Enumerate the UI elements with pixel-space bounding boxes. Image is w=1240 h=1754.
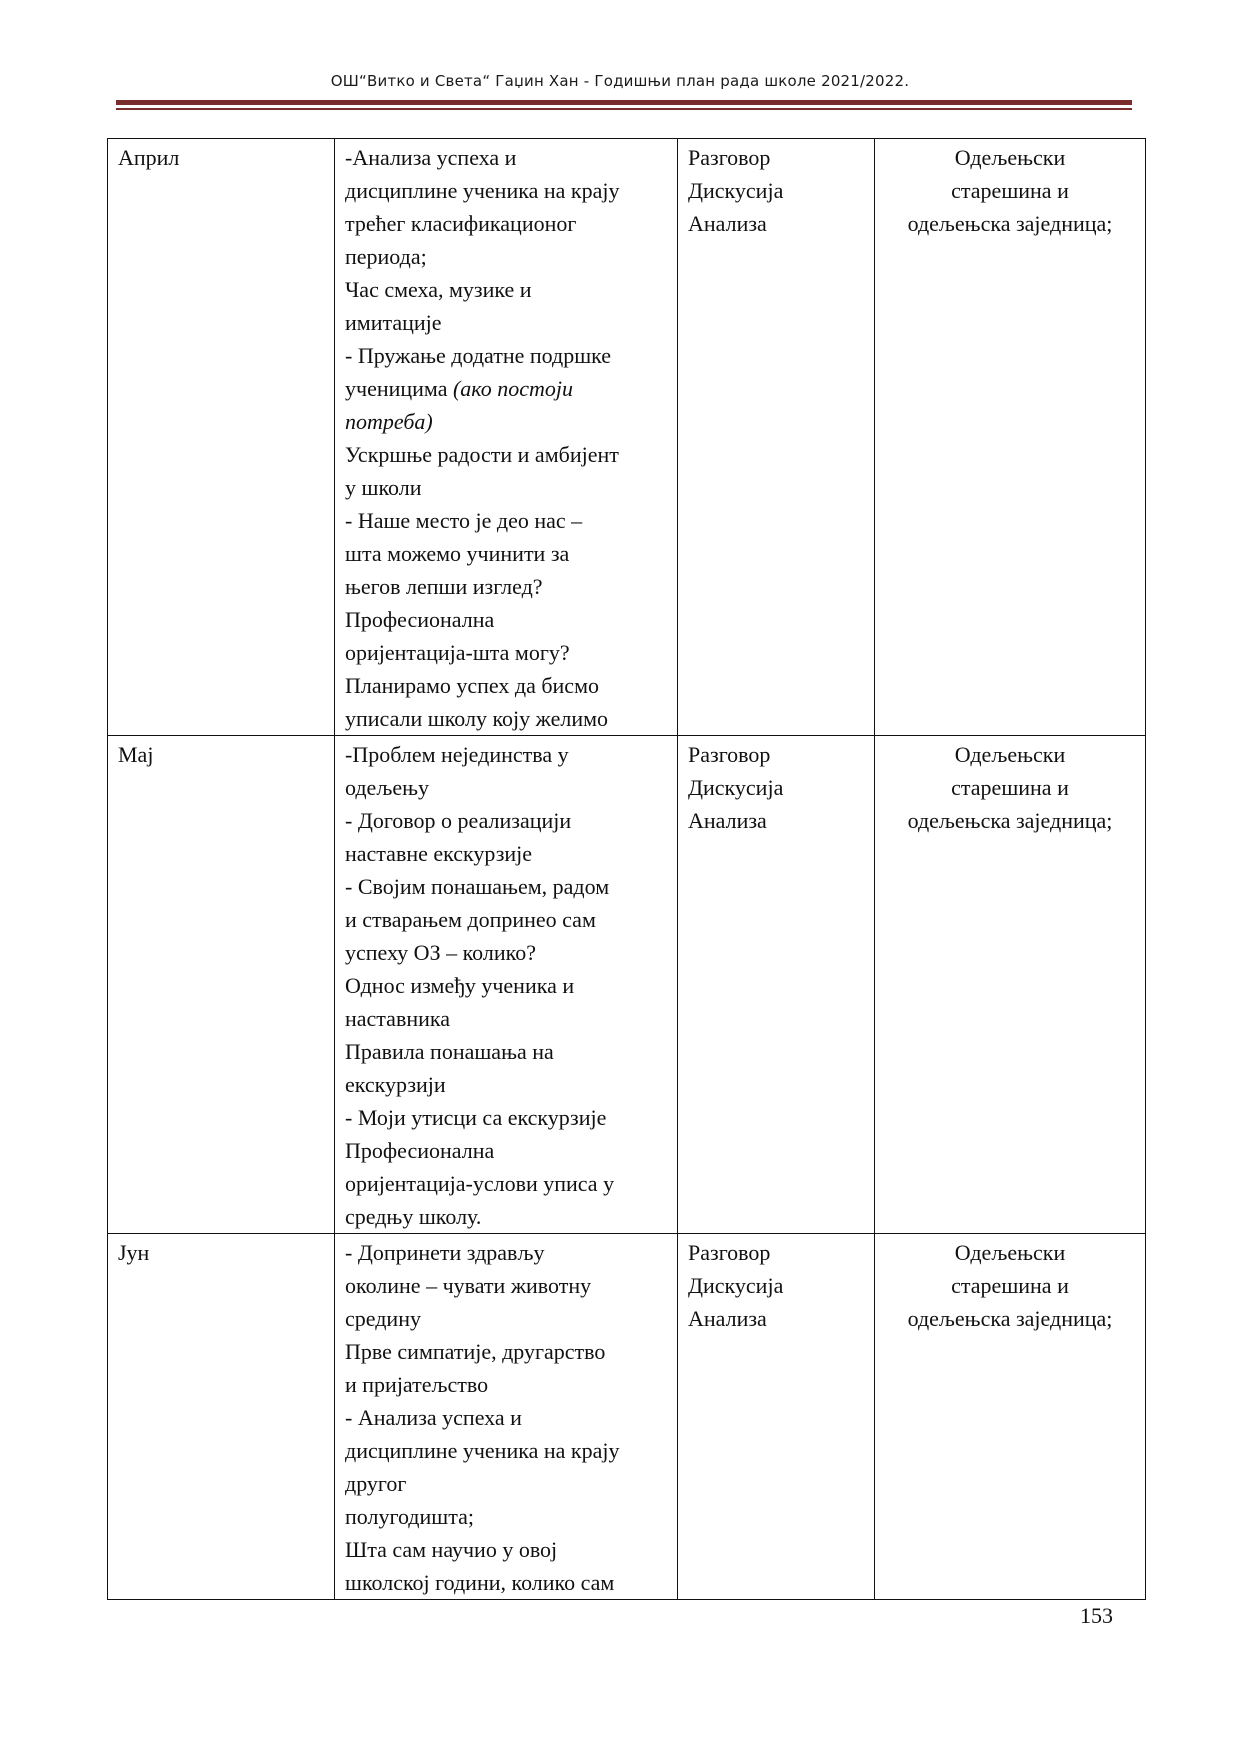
topic-line [345, 1533, 667, 1566]
month-label: Мај [118, 742, 154, 767]
methods-cell [678, 139, 875, 736]
topic-text: успеху ОЗ – колико? [345, 940, 536, 965]
topic-line [345, 636, 667, 669]
responsible-cell [875, 139, 1146, 736]
topic-line [345, 1269, 667, 1302]
topic-text: Правила понашања на [345, 1039, 554, 1064]
topic-text: - Допринети здрављу [345, 1240, 545, 1265]
topic-line [345, 1500, 667, 1533]
topic-text-italic: (ако постоји [452, 376, 574, 401]
topic-text: - Моји утисци са екскурзије [345, 1105, 607, 1130]
topic-text: околине – чувати животну [345, 1273, 592, 1298]
topic-line [345, 537, 667, 570]
topic-text: и пријатељство [345, 1372, 489, 1397]
topic-text: уписали школу коју желимо [345, 706, 609, 731]
topic-text: Планирамо успех да бисмо [345, 673, 599, 698]
topic-line [345, 870, 667, 903]
topic-text: ученицима [345, 376, 453, 401]
topic-line [345, 1566, 667, 1599]
table-body [108, 139, 1146, 1600]
responsible-line: одељењска заједница; [907, 1306, 1113, 1331]
responsible-line: одељењска заједница; [907, 808, 1113, 833]
topic-line [345, 1302, 667, 1335]
topics-cell [335, 1234, 678, 1600]
topic-line [345, 702, 667, 735]
topic-text-italic: потреба) [345, 409, 433, 434]
topic-line [345, 1134, 667, 1167]
method-line: Разговор [688, 742, 771, 767]
responsible-line: старешина и [951, 1273, 1069, 1298]
topic-text: Однос између ученика и [345, 973, 575, 998]
table-row [108, 1234, 1146, 1600]
method-line: Анализа [688, 211, 767, 236]
topic-line [345, 1467, 667, 1500]
page-number: 153 [1080, 1603, 1113, 1628]
document-header-title: ОШ“Витко и Света“ Гаџин Хан - Годишњи план рада школе 2021/2022. [330, 72, 910, 90]
topic-text: Час смеха, музике и [345, 277, 532, 302]
topic-line [345, 903, 667, 936]
method-line: Анализа [688, 1306, 767, 1331]
table-row [108, 736, 1146, 1234]
topic-line [345, 1200, 667, 1233]
topic-text: -Проблем нејединства у [345, 742, 569, 767]
topic-text: Ускршње радости и амбијент [345, 442, 619, 467]
topic-text: Професионална [345, 607, 495, 632]
topic-line [345, 1434, 667, 1467]
responsible-line: Одељењски [954, 1240, 1066, 1265]
month-cell [108, 139, 335, 736]
topic-text: оријентација-шта могу? [345, 640, 570, 665]
topic-text: наставника [345, 1006, 451, 1031]
method-line: Дискусија [688, 775, 784, 800]
topic-line [345, 1401, 667, 1434]
topic-line [345, 669, 667, 702]
topic-line [345, 969, 667, 1002]
topic-line [345, 372, 667, 405]
topic-text: периода; [345, 244, 427, 269]
topic-text: - Анализа успеха и [345, 1405, 522, 1430]
topic-line [345, 1236, 667, 1269]
header-rule-thick [116, 100, 1132, 105]
topic-text: имитације [345, 310, 442, 335]
topic-text: - Наше место је део нас – [345, 508, 583, 533]
topic-line [345, 141, 667, 174]
topic-text: његов лепши изглед? [345, 574, 543, 599]
topic-line [345, 1035, 667, 1068]
month-label: Април [118, 145, 180, 170]
topic-line [345, 936, 667, 969]
topic-line [345, 1068, 667, 1101]
month-label: Јун [118, 1240, 150, 1265]
topic-text: наставне екскурзије [345, 841, 533, 866]
month-cell [108, 1234, 335, 1600]
responsible-line: одељењска заједница; [907, 211, 1113, 236]
method-line: Дискусија [688, 178, 784, 203]
topic-line [345, 339, 667, 372]
topic-text: оријентација-услови уписа у [345, 1171, 615, 1196]
topic-line [345, 438, 667, 471]
topic-line [345, 273, 667, 306]
topic-text: средину [345, 1306, 421, 1331]
method-line: Разговор [688, 1240, 771, 1265]
responsible-line: старешина и [951, 775, 1069, 800]
topic-text: другог [345, 1471, 407, 1496]
topic-text: дисциплине ученика на крају [345, 178, 620, 203]
topic-text: и стварањем допринео сам [345, 907, 596, 932]
topic-text: трећег класификационог [345, 211, 577, 236]
responsible-line: Одељењски [954, 742, 1066, 767]
topic-text: -Анализа успеха и [345, 145, 517, 170]
method-line: Разговор [688, 145, 771, 170]
topic-line [345, 837, 667, 870]
topics-cell [335, 139, 678, 736]
responsible-line: старешина и [951, 178, 1069, 203]
topic-line [345, 207, 667, 240]
topic-line [345, 1002, 667, 1035]
topic-text: - Својим понашањем, радом [345, 874, 610, 899]
responsible-cell [875, 736, 1146, 1234]
method-line: Дискусија [688, 1273, 784, 1298]
topic-line [345, 504, 667, 537]
method-line: Анализа [688, 808, 767, 833]
header-rule-thin [116, 108, 1132, 110]
topic-text: школској години, колико сам [345, 1570, 615, 1595]
work-plan-table [107, 138, 1146, 1600]
topics-cell [335, 736, 678, 1234]
month-cell [108, 736, 335, 1234]
topic-line [345, 471, 667, 504]
topic-line [345, 306, 667, 339]
responsible-line: Одељењски [954, 145, 1066, 170]
table-row [108, 139, 1146, 736]
topic-text: шта можемо учинити за [345, 541, 570, 566]
topic-text: Шта сам научио у овој [345, 1537, 558, 1562]
topic-text: дисциплине ученика на крају [345, 1438, 620, 1463]
topic-text: у школи [345, 475, 422, 500]
topic-line [345, 804, 667, 837]
topic-line [345, 405, 667, 438]
topic-text: Професионална [345, 1138, 495, 1163]
topic-text: - Пружање додатне подршке [345, 343, 612, 368]
topic-line [345, 570, 667, 603]
responsible-cell [875, 1234, 1146, 1600]
topic-line [345, 738, 667, 771]
topic-line [345, 603, 667, 636]
topic-line [345, 240, 667, 273]
topic-line [345, 1335, 667, 1368]
topic-text: одељењу [345, 775, 429, 800]
methods-cell [678, 1234, 875, 1600]
topic-text: екскурзији [345, 1072, 446, 1097]
topic-text: Прве симпатије, другарство [345, 1339, 606, 1364]
topic-line [345, 174, 667, 207]
topic-text: полугодишта; [345, 1504, 474, 1529]
methods-cell [678, 736, 875, 1234]
topic-line [345, 1101, 667, 1134]
topic-line [345, 771, 667, 804]
topic-line [345, 1368, 667, 1401]
topic-text: - Договор о реализацији [345, 808, 572, 833]
topic-line [345, 1167, 667, 1200]
topic-text: средњу школу. [345, 1204, 482, 1229]
